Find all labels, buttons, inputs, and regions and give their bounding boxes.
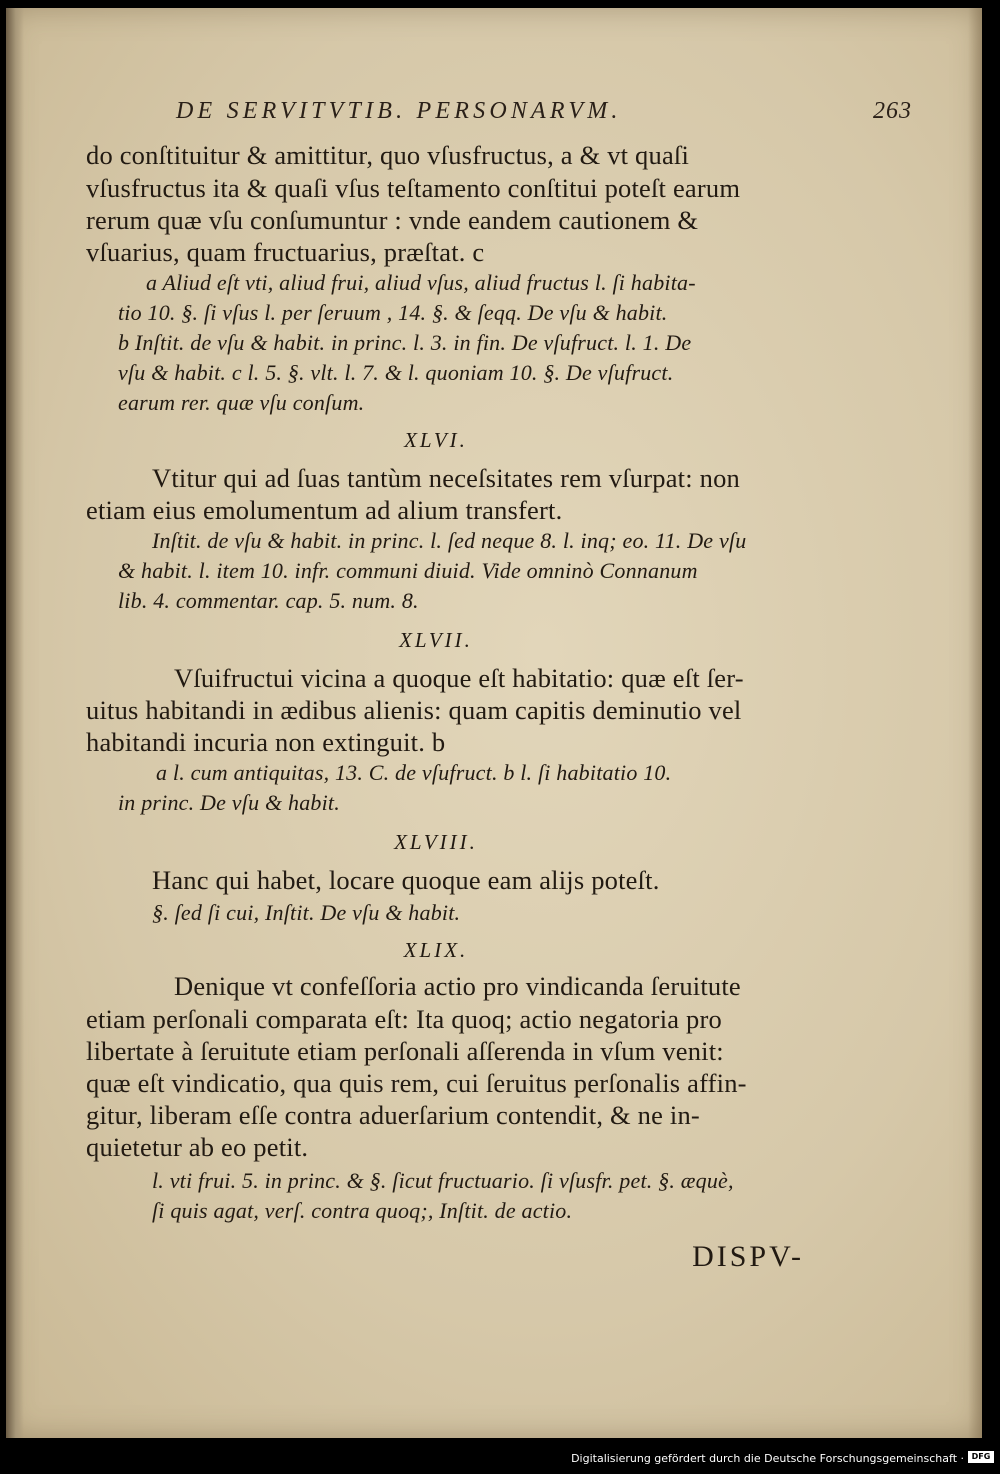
- section-number: XLVI.: [404, 428, 468, 452]
- footnote-line: ſi quis agat, verſ. contra quoq;, Inſtit. de actio.: [152, 1198, 573, 1223]
- body-line: habitandi incuria non extinguit. b: [86, 727, 446, 757]
- footnote-line: in princ. De vſu & habit.: [118, 790, 340, 815]
- section-number: XLVIII.: [394, 830, 478, 854]
- body-line: vſuarius, quam fructuarius, præſtat. c: [86, 237, 485, 267]
- footnote-line: l. vti frui. 5. in princ. & §. ſicut fructuario. ſi vſusfr. pet. §. æquè,: [152, 1168, 734, 1193]
- section-number: XLIX.: [403, 938, 469, 962]
- body-line: vſusfructus ita & quaſi vſus teſtamento conſtitui poteſt earum: [86, 173, 741, 203]
- scanned-page: [6, 8, 982, 1438]
- body-line: libertate à ſeruitute etiam perſonali aſſerenda in vſum venit:: [86, 1036, 724, 1066]
- footnote-line: lib. 4. commentar. cap. 5. num. 8.: [118, 588, 419, 613]
- body-line: uitus habitandi in ædibus alienis: quam capitis deminutio vel: [86, 695, 742, 725]
- page-edge-shadow: [968, 8, 982, 1438]
- body-line: do conſtituitur & amittitur, quo vſusfructus, a & vt quaſi: [86, 140, 690, 170]
- body-line: gitur, liberam eſſe contra aduerſarium contendit, & ne in-: [86, 1100, 700, 1130]
- body-line: quæ eſt vindicatio, qua quis rem, cui ſeruitus perſonalis affin-: [86, 1068, 747, 1098]
- body-line: quietetur ab eo petit.: [86, 1132, 309, 1162]
- body-line: rerum quæ vſu conſumuntur : vnde eandem cautionem &: [86, 205, 699, 235]
- body-line: etiam eius emolumentum ad alium transfert.: [86, 495, 563, 525]
- running-header: [176, 98, 912, 125]
- footnote-line: tio 10. §. ſi vſus l. per ſeruum , 14. §. & ſeqq. De vſu & habit.: [118, 300, 668, 325]
- footnote-line: Inſtit. de vſu & habit. in princ. l. ſed neque 8. l. inq; eo. 11. De vſu: [152, 528, 747, 553]
- footnote-line: & habit. l. item 10. infr. communi diuid. Vide omninò Connanum: [118, 558, 698, 583]
- body-line: Vſuifructui vicina a quoque eſt habitatio: quæ eſt ſer-: [174, 663, 744, 693]
- footnote-line: vſu & habit. c l. 5. §. vlt. l. 7. & l. quoniam 10. §. De vſufruct.: [118, 360, 674, 385]
- footnote-line: a l. cum antiquitas, 13. C. de vſufruct. b l. ſi habitatio 10.: [156, 760, 672, 785]
- body-line: etiam perſonali comparata eſt: Ita quoq; actio negatoria pro: [86, 1004, 722, 1034]
- footnote-line: §. ſed ſi cui, Inſtit. De vſu & habit.: [152, 900, 461, 925]
- dfg-logo: DFG: [968, 1451, 994, 1463]
- digitization-credit: Digitalisierung gefördert durch die Deutsche Forschungsgemeinschaft ·: [571, 1452, 964, 1465]
- footnote-line: earum rer. quæ vſu conſum.: [118, 390, 365, 415]
- catchword: DISPV-: [692, 1240, 804, 1273]
- page-number: 263: [873, 98, 912, 124]
- running-title: DE SERVITVTIB. PERSONARVM.: [176, 98, 622, 124]
- body-line: Vtitur qui ad ſuas tantùm neceſsitates rem vſurpat: non: [152, 463, 740, 493]
- section-number: XLVII.: [399, 628, 473, 652]
- page-gutter-shadow: [6, 8, 24, 1438]
- footnote-line: b Inſtit. de vſu & habit. in princ. l. 3. in fin. De vſufruct. l. 1. De: [118, 330, 692, 355]
- body-line: Hanc qui habet, locare quoque eam alijs poteſt.: [152, 865, 660, 895]
- footnote-line: a Aliud eſt vti, aliud frui, aliud vſus, aliud fructus l. ſi habita-: [146, 270, 696, 295]
- body-line: Denique vt confeſſoria actio pro vindicanda ſeruitute: [174, 971, 741, 1001]
